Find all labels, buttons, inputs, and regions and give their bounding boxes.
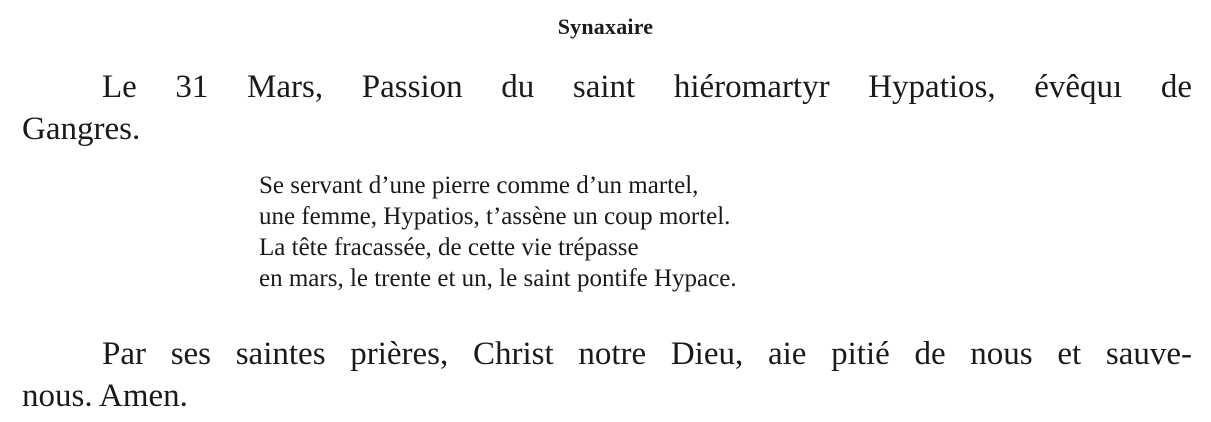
paragraph-line: nous. Amen. <box>22 378 188 414</box>
verse-line: en mars, le trente et un, le saint pontife Hypace. <box>259 265 737 292</box>
paragraph-line: Gangres. <box>22 111 141 147</box>
verse-line: La tête fracassée, de cette vie trépasse <box>259 234 639 261</box>
paragraph-line: Par ses saintes prières, Christ notre Dieu, aie pitié de nous et sauve- <box>102 336 1192 372</box>
closing-prayer-paragraph <box>22 333 1192 417</box>
paragraph-line: Le 31 Mars, Passion du saint hiéromartyr Hypatios, évêquı de <box>102 69 1192 105</box>
section-heading: Synaxaire <box>557 14 654 39</box>
commemoration-paragraph <box>22 66 1192 150</box>
verse-block <box>259 170 737 294</box>
verse-line: une femme, Hypatios, t’assène un coup mortel. <box>259 203 731 230</box>
verse-line: Se servant d’une pierre comme d’un martel, <box>259 172 699 199</box>
